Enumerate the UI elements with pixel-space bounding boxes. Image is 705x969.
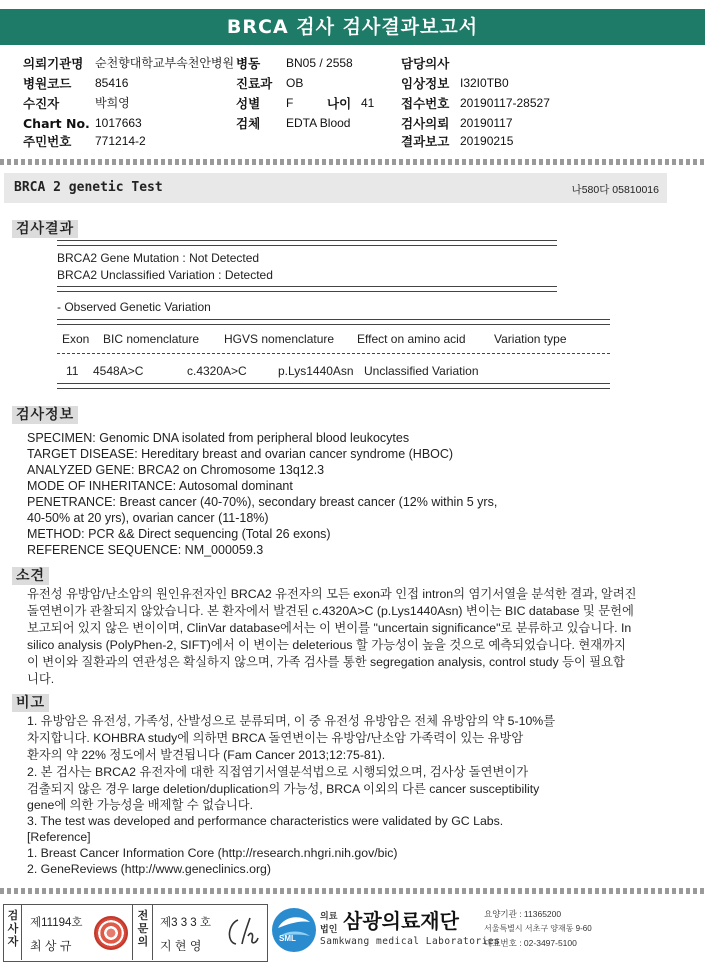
info-line: MODE OF INHERITANCE: Autosomal dominant (27, 479, 293, 493)
header-row-4 (0, 115, 705, 132)
cell-hgvs: c.4320A>C (187, 364, 247, 378)
rule-double (57, 286, 557, 292)
official-seal-icon (94, 916, 128, 950)
remarks-line: 3. The test was developed and performance characteristics were validated by GC Labs. (27, 814, 504, 828)
remarks-line: 2. 본 검사는 BRCA2 유전자에 대한 직접염기서열분석법으로 시행되었으며, 검사상 돌연변이가 (27, 765, 529, 779)
col-hgvs: HGVS nomenclature (224, 332, 335, 346)
institution-label: 의뢰기관명 (23, 56, 84, 71)
reference-line: 2. GeneReviews (http://www.geneclinics.org) (27, 862, 271, 876)
info-line: TARGET DISEASE: Hereditary breast and ovarian cancer syndrome (HBOC) (27, 447, 454, 461)
org-english-name: Samkwang medical Laboratories (320, 936, 501, 947)
chart-value: 1017663 (95, 116, 142, 130)
info-heading: 검사정보 (12, 406, 78, 424)
header-row-2 (0, 75, 705, 92)
doctor-label: 담당의사 (401, 56, 450, 71)
age-label: 나이 (327, 96, 352, 111)
info-line: PENETRANCE: Breast cancer (40-70%), secondary breast cancer (12% within 5 yrs, (27, 495, 498, 509)
examiner-label-text: 검사자 (7, 909, 19, 948)
header-row-1 (0, 55, 705, 72)
dept-label: 진료과 (236, 76, 273, 91)
examiner-label (5, 909, 21, 948)
info-line: METHOD: PCR && Direct sequencing (Total 26 exons) (27, 527, 331, 541)
divider (152, 904, 153, 960)
remarks-line: 1. 유방암은 유전성, 가족성, 산발성으로 분류되며, 이 중 유전성 유방암은 전체 유방암의 약 5-10%를 (27, 714, 556, 728)
cell-exon: 11 (66, 364, 79, 378)
clinical-value: I32I0TB0 (460, 76, 509, 90)
info-line: ANALYZED GENE: BRCA2 on Chromosome 13q12.3 (27, 463, 325, 477)
specimen-label: 검체 (236, 116, 261, 131)
report-date-value: 20190215 (460, 134, 514, 148)
org-phone: 대표번호 : 02-3497-5100 (484, 938, 577, 948)
examiner-name: 최 상 규 (30, 939, 72, 953)
cell-effect: p.Lys1440Asn (278, 364, 354, 378)
specialist-name: 지 현 영 (160, 939, 202, 953)
report-title: BRCA 검사 검사결과보고서 (0, 9, 705, 45)
info-line: REFERENCE SEQUENCE: NM_000059.3 (27, 543, 264, 557)
age-value: 41 (361, 96, 375, 110)
ward-value: BN05 / 2558 (286, 56, 353, 70)
dept-value: OB (286, 76, 304, 90)
reference-heading: [Reference] (27, 830, 91, 844)
samkwang-logo-icon (270, 906, 318, 954)
specimen-value: EDTA Blood (286, 116, 351, 130)
signature-footer (0, 900, 705, 969)
col-variation-type: Variation type (494, 332, 567, 346)
findings-line: 돌연변이가 관찰되지 않았습니다. 본 환자에서 발견된 c.4320A>C (p.Lys1440Asn) 변이는 BIC database 및 문헌에 (27, 604, 634, 618)
info-line: 40-50% at 20 yrs), ovarian cancer (11-18%) (27, 511, 269, 525)
specialist-number: 제3 3 3 호 (160, 917, 211, 929)
info-line: SPECIMEN: Genomic DNA isolated from peripheral blood leukocytes (27, 431, 410, 445)
institution-value: 순천향대학교부속천안병원 (95, 56, 235, 70)
clinical-label: 임상정보 (401, 76, 450, 91)
org-code: 요양기관 : 11365200 (484, 909, 562, 919)
findings-line: 니다. (27, 672, 55, 686)
rule-double (57, 383, 610, 389)
findings-line: silico analysis (PolyPhen-2, SIFT)에서 이 변이는 deleterious 할 가능성이 높을 것으로 예측되었습니다. 현재까지 (27, 638, 626, 652)
org-prefix-top: 의료 (320, 911, 338, 921)
remarks-heading: 비고 (12, 694, 49, 712)
result-heading: 검사결과 (12, 220, 78, 238)
reference-line: 1. Breast Cancer Information Core (http://research.nhgri.nih.gov/bic) (27, 846, 398, 860)
examiner-number: 제11194호 (30, 917, 83, 929)
col-effect: Effect on amino acid (357, 332, 466, 346)
remarks-line: gene에 의한 가능성을 배제할 수 없습니다. (27, 798, 254, 812)
test-title-bar (4, 173, 667, 203)
ward-label: 병동 (236, 56, 261, 71)
patient-header (0, 52, 705, 156)
org-prefix-bottom: 법인 (320, 924, 338, 934)
cell-variation-type: Unclassified Variation (364, 364, 479, 378)
observed-variation-label: - Observed Genetic Variation (57, 300, 211, 314)
rule-dashed (57, 353, 610, 354)
logo-small-text: SML (279, 934, 296, 943)
org-address: 서울특별시 서초구 양재동 9-60 (484, 924, 592, 933)
findings-line: 이 변이와 질환과의 연관성은 확실하지 않으며, 가족 검사를 통한 segregation analysis, control study 등이 필요합 (27, 655, 625, 669)
request-label: 검사의뢰 (401, 116, 450, 131)
test-name: BRCA 2 genetic Test (14, 180, 163, 195)
remarks-line: 환자의 약 22% 정도에서 발견됩니다 (Fam Cancer 2013;12:75-81). (27, 748, 386, 762)
sex-value: F (286, 96, 294, 110)
hospital-code-label: 병원코드 (23, 76, 72, 91)
findings-line: 보고되어 있지 않은 변이이며, ClinVar database에서는 이 변이를 "uncertain significance"로 분류하고 있습니다. In (27, 621, 632, 635)
receipt-value: 20190117-28527 (460, 96, 550, 110)
perforation-divider (0, 159, 705, 165)
divider (21, 904, 22, 960)
remarks-line: 차지합니다. KOHBRA study에 의하면 BRCA 돌연변이는 유방암/난소암 가족력이 있는 유방암 (27, 731, 524, 745)
resident-value: 771214-2 (95, 134, 146, 148)
org-name: 삼광의료재단 (343, 909, 459, 933)
recipient-label: 수진자 (23, 96, 60, 111)
hospital-code-value: 85416 (95, 76, 129, 90)
recipient-value: 박희영 (95, 96, 130, 110)
report-date-label: 결과보고 (401, 134, 450, 149)
sex-label: 성별 (236, 96, 261, 111)
specialist-label (135, 909, 151, 948)
chart-label: Chart No. (23, 116, 90, 131)
findings-heading: 소견 (12, 567, 49, 585)
result-line-1: BRCA2 Gene Mutation : Not Detected (57, 251, 260, 265)
rule-double (57, 240, 557, 246)
header-row-5 (0, 133, 705, 150)
header-row-3 (0, 95, 705, 112)
signature-icon (222, 914, 262, 952)
test-code: 나580다 05810016 (571, 184, 659, 196)
perforation-divider (0, 888, 705, 894)
remarks-line: 검출되지 않은 경우 large deletion/duplication의 가능성, BRCA 이외의 다른 cancer susceptibility (27, 782, 540, 796)
specialist-label-text: 전문의 (137, 909, 149, 948)
receipt-label: 접수번호 (401, 96, 450, 111)
col-bic: BIC nomenclature (103, 332, 200, 346)
resident-label: 주민번호 (23, 134, 72, 149)
divider (132, 904, 133, 960)
cell-bic: 4548A>C (93, 364, 144, 378)
findings-line: 유전성 유방암/난소암의 원인유전자인 BRCA2 유전자의 모든 exon과 인접 intron의 염기서열을 분석한 결과, 알려진 (27, 587, 637, 601)
col-exon: Exon (62, 332, 90, 346)
request-value: 20190117 (460, 116, 513, 130)
rule-double (57, 319, 610, 325)
result-line-2: BRCA2 Unclassified Variation : Detected (57, 268, 273, 282)
